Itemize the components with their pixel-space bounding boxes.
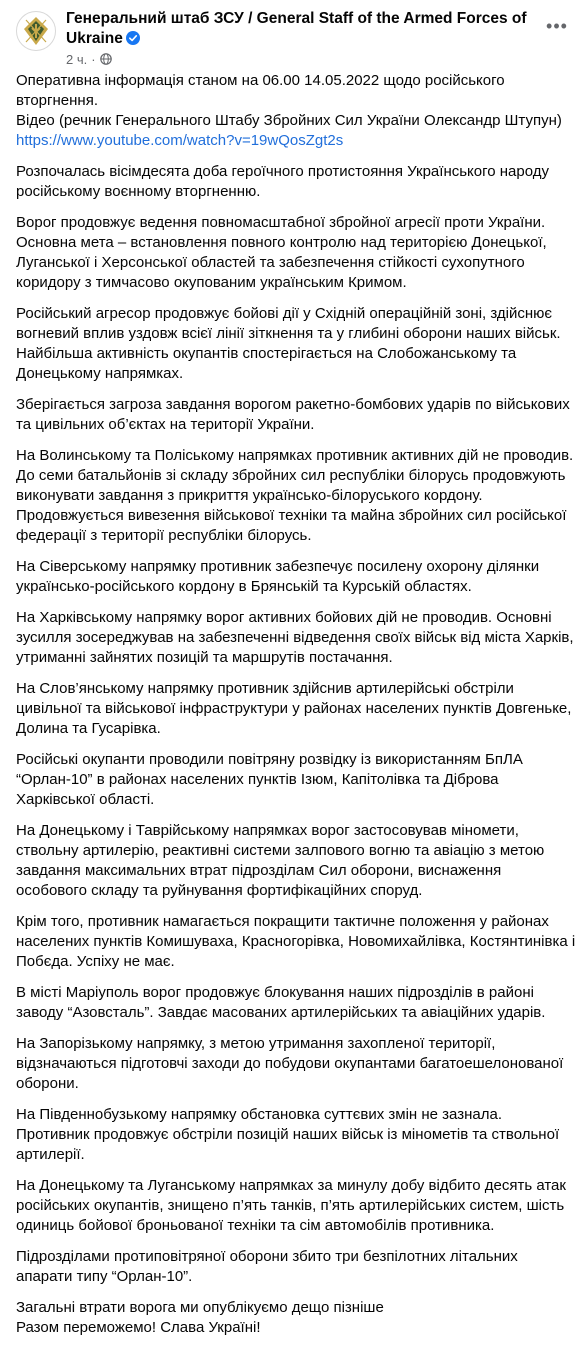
post-paragraph: На Харківському напрямку ворог активних бойових дій не проводив. Основні зусилля зосереджував на забезпеченні відведення своїх військ від міста Харків, утриманні зайнятих позицій та маршрутів постачання.: [16, 609, 574, 666]
post-time[interactable]: 2 ч.: [66, 51, 88, 67]
post-meta: [66, 51, 112, 67]
closing-line: Загальні втрати ворога ми опублікуємо дещо пізніше: [16, 1299, 384, 1316]
post-paragraph: Російські окупанти проводили повітряну розвідку із використанням БпЛА “Орлан-10” в районах населених пунктів Ізюм, Капітолівка та Діброва Харківської області.: [16, 751, 523, 808]
meta-separator: ·: [91, 51, 96, 67]
post-paragraph: На Слов’янському напрямку противник здійснив артилерійські обстріли цивільної та військової інфраструктури у районах населених пунктів Довгеньке, Долина та Гусарівка.: [16, 680, 572, 737]
post-paragraph: Зберігається загроза завдання ворогом ракетно-бомбових ударів по військових та цивільних об’єктах на території України.: [16, 396, 570, 433]
post-paragraph: В місті Маріуполь ворог продовжує блокування наших підрозділів в районі заводу “Азовсталь”. Завдає масованих артилерійських та авіаційних ударів.: [16, 984, 546, 1021]
post-paragraph: На Донецькому і Таврійському напрямках ворог застосовував міномети, ствольну артилерію, реактивні системи залпового вогню та авіацію з метою завдання максимальних втрат підрозділам Сил оборони, виснаження особового складу та руйнування фортифікаційних споруд.: [16, 822, 545, 899]
post-paragraph: Російський агресор продовжує бойові дії у Східній операційній зоні, здійснює вогневий вплив уздовж всієї лінії зіткнення та у глибині оборони наших військ. Найбільша активність окупантів спостерігається на Слобожанському та Донецькому напрямках.: [16, 305, 561, 382]
post-paragraph: На Запорізькому напрямку, з метою утримання захопленої території, відзначаються підготовчі заходи до побудови окупантами багатоешелонованої оборони.: [16, 1035, 564, 1092]
post-body: [16, 71, 576, 1349]
page-name[interactable]: [66, 9, 536, 49]
globe-icon: [100, 53, 112, 65]
page-avatar[interactable]: [16, 11, 56, 51]
post-paragraph: Підрозділами протиповітряної оборони збито три безпілотних літальних апарати типу “Орлан-10”.: [16, 1248, 518, 1285]
youtube-link[interactable]: https://www.youtube.com/watch?v=19wQosZgt2s: [16, 132, 344, 149]
more-options-icon[interactable]: •••: [546, 15, 568, 36]
post-intro: [16, 71, 576, 151]
page-name-text[interactable]: Генеральний штаб ЗСУ / General Staff of the Armed Forces of Ukraine: [66, 10, 527, 47]
verified-badge-icon: [126, 31, 140, 45]
post-paragraph: Крім того, противник намагається покращити тактичне положення у районах населених пунктів Комишуваха, Красногорівка, Новомихайлівка, Костянтинівка і Побєда. Успіху не має.: [16, 913, 576, 970]
post-paragraph: На Південнобузькому напрямку обстановка суттєвих змін не зазнала. Противник продовжує обстріли позицій наших військ із мінометів та ствольної артилерії.: [16, 1106, 560, 1163]
post-paragraph: На Сіверському напрямку противник забезпечує посилену охорону ділянки українсько-російського кордону в Брянській та Курській областях.: [16, 558, 540, 595]
post-paragraph: Розпочалась вісімдесята доба героїчного протистояння Українського народу російському воєнному вторгненню.: [16, 163, 549, 200]
armed-forces-emblem-icon: [23, 16, 49, 46]
post-header: [0, 0, 587, 66]
post-paragraph: На Волинському та Поліському напрямках противник активних дій не проводив. До семи батальйонів зі складу збройних сил республіки білорусь продовжують виконувати завдання з прикриття українсько-білоруського кордону. Продовжується вивезення військової техніки та майна збройних сил російської федерації з території республіки білорусь.: [16, 447, 574, 544]
intro-line: Оперативна інформація станом на 06.00 14.05.2022 щодо російського вторгнення.: [16, 72, 505, 109]
post-closing: [16, 1298, 576, 1338]
post-paragraph: Ворог продовжує ведення повномасштабної збройної агресії проти України. Основна мета – встановлення повного контролю над територією Донецької, Луганської і Херсонської областей та забезпечення стійкості сухопутного коридору з тимчасово окупованим українським Кримом.: [16, 214, 547, 291]
post-paragraph: На Донецькому та Луганському напрямках за минулу добу відбито десять атак російських окупантів, знищено п’ять танків, п’ять артилерійських систем, шість одиниць бойової броньованої техніки та сім автомобілів противника.: [16, 1177, 566, 1234]
intro-video-line: Відео (речник Генерального Штабу Збройних Сил України Олександр Штупун): [16, 112, 562, 129]
closing-slogan: Разом переможемо! Слава Україні!: [16, 1319, 261, 1336]
